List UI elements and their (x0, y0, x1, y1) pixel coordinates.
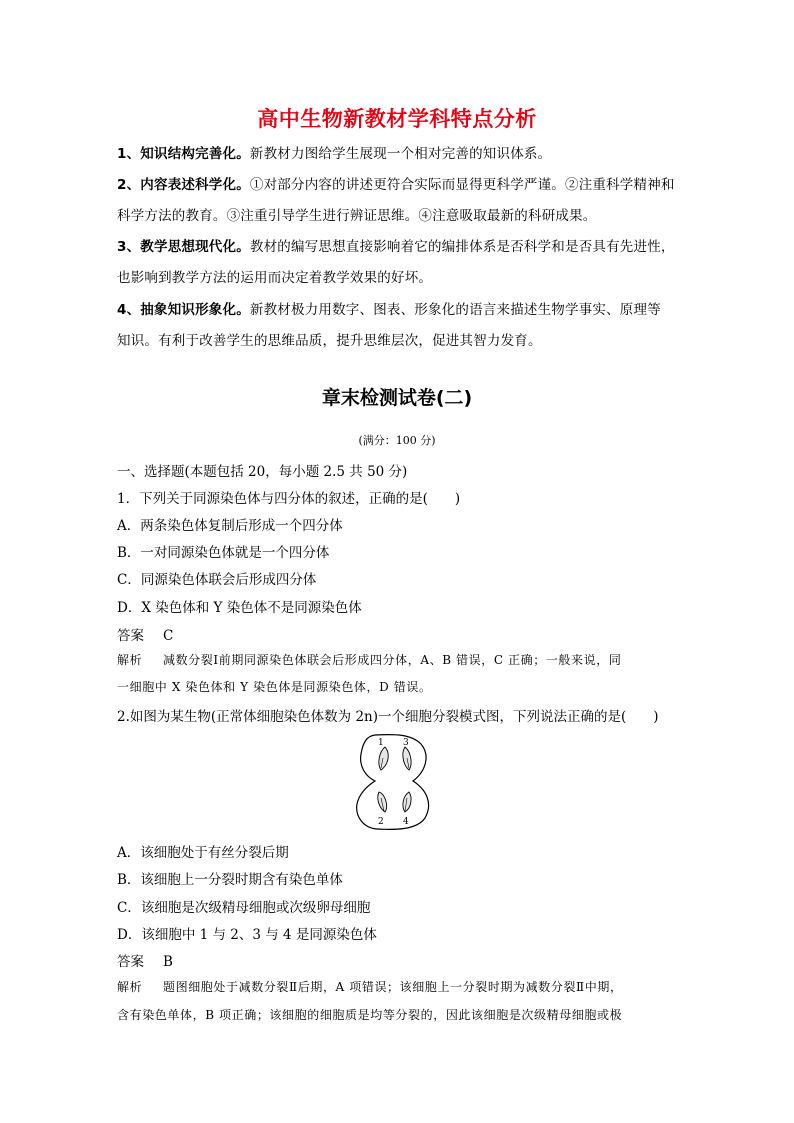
chromosome-3 (403, 747, 411, 770)
feature-2-head: 2、内容表述科学化。 (117, 177, 250, 193)
cell-division-figure (355, 732, 433, 832)
chromosome-4 (403, 792, 411, 812)
chromosome-1 (379, 747, 388, 770)
q2-analysis (117, 978, 623, 995)
feature-3-head: 3、教学思想现代化。 (117, 239, 250, 255)
q2-analysis-line-1: 题图细胞处于减数分裂Ⅱ后期，A 项错误；该细胞上一分裂时期为减数分裂Ⅱ中期， (163, 980, 623, 994)
feature-1-text: 新教材力图给学生展现一个相对完善的知识体系。 (249, 146, 552, 162)
q1-option-b: B．一对同源染色体就是一个四分体 (117, 545, 330, 561)
q1-analysis-label: 解析 (117, 653, 143, 667)
feature-2-text-2: 科学方法的教育。③注重引导学生进行辨证思维。④注意吸取最新的科研成果。 (117, 208, 597, 224)
q2-analysis-label: 解析 (117, 980, 143, 994)
q2-option-b: B．该细胞上一分裂时期含有染色单体 (117, 872, 343, 888)
q2-option-c: C．该细胞是次级精母细胞或次级卵母细胞 (117, 900, 371, 916)
q1-answer (117, 624, 173, 644)
q2-option-a: A．该细胞处于有丝分裂后期 (117, 845, 289, 861)
feature-2 (117, 170, 681, 232)
q1-analysis-line-2: 一细胞中 X 染色体和 Y 染色体是同源染色体，D 错误。 (117, 680, 432, 694)
feature-4 (117, 295, 681, 357)
page-title: 高中生物新教材学科特点分析 (257, 107, 537, 131)
feature-4-text-2: 知识。有利于改善学生的思维品质，提升思维层次，促进其智力发育。 (117, 333, 542, 349)
q2-stem: 2.如图为某生物(正常体细胞染色体数为 2n)一个细胞分裂模式图，下列说法正确的是( ) (117, 709, 659, 725)
q1-answer-label: 答案 (117, 628, 144, 644)
figure-label-1: 1 (378, 738, 384, 748)
feature-4-head: 4、抽象知识形象化。 (117, 302, 250, 318)
q2-answer (117, 950, 173, 970)
cell-membrane-outline (357, 735, 429, 830)
section-heading: 一、选择题(本题包括 20，每小题 2.5 共 50 分) (117, 464, 408, 480)
feature-2-text: ①对部分内容的讲述更符合实际而显得更科学严谨。②注重科学精神和 (249, 177, 675, 193)
q1-analysis (117, 651, 621, 668)
q1-answer-value: C (163, 628, 174, 644)
q2-option-d: D．该细胞中 1 与 2、3 与 4 是同源染色体 (117, 927, 377, 943)
figure-label-3: 3 (403, 738, 409, 748)
q1-option-d: D．X 染色体和 Y 染色体不是同源染色体 (117, 600, 362, 616)
feature-1-head: 1、知识结构完善化。 (117, 146, 250, 162)
exam-score: (满分：100 分) (358, 434, 436, 447)
q2-answer-label: 答案 (117, 954, 144, 970)
figure-label-2: 2 (378, 817, 384, 827)
feature-4-text: 新教材极力用数字、图表、形象化的语言来描述生物学事实、原理等 (249, 302, 661, 318)
exam-title: 章末检测试卷(二) (321, 387, 473, 409)
feature-1 (117, 139, 681, 170)
feature-3-text-2: 也影响到教学方法的运用而决定着教学效果的好坏。 (117, 270, 433, 286)
feature-3 (117, 232, 681, 294)
feature-3-text: 教材的编写思想直接影响着它的编排体系是否科学和是否具有先进性， (249, 239, 675, 255)
q1-analysis-line-1: 减数分裂Ⅰ前期同源染色体联会后形成四分体，A、B 错误，C 正确；一般来说，同 (163, 653, 622, 667)
q2-answer-value: B (163, 954, 173, 970)
chromosome-2 (378, 792, 387, 812)
q1-option-c: C．同源染色体联会后形成四分体 (117, 572, 317, 588)
q2-analysis-line-2: 含有染色单体，B 项正确；该细胞的细胞质是均等分裂的，因此该细胞是次级精母细胞或极 (117, 1008, 623, 1022)
q1-stem: 1．下列关于同源染色体与四分体的叙述，正确的是( ) (117, 491, 461, 507)
q1-option-a: A．两条染色体复制后形成一个四分体 (117, 518, 343, 534)
figure-label-4: 4 (403, 817, 409, 827)
